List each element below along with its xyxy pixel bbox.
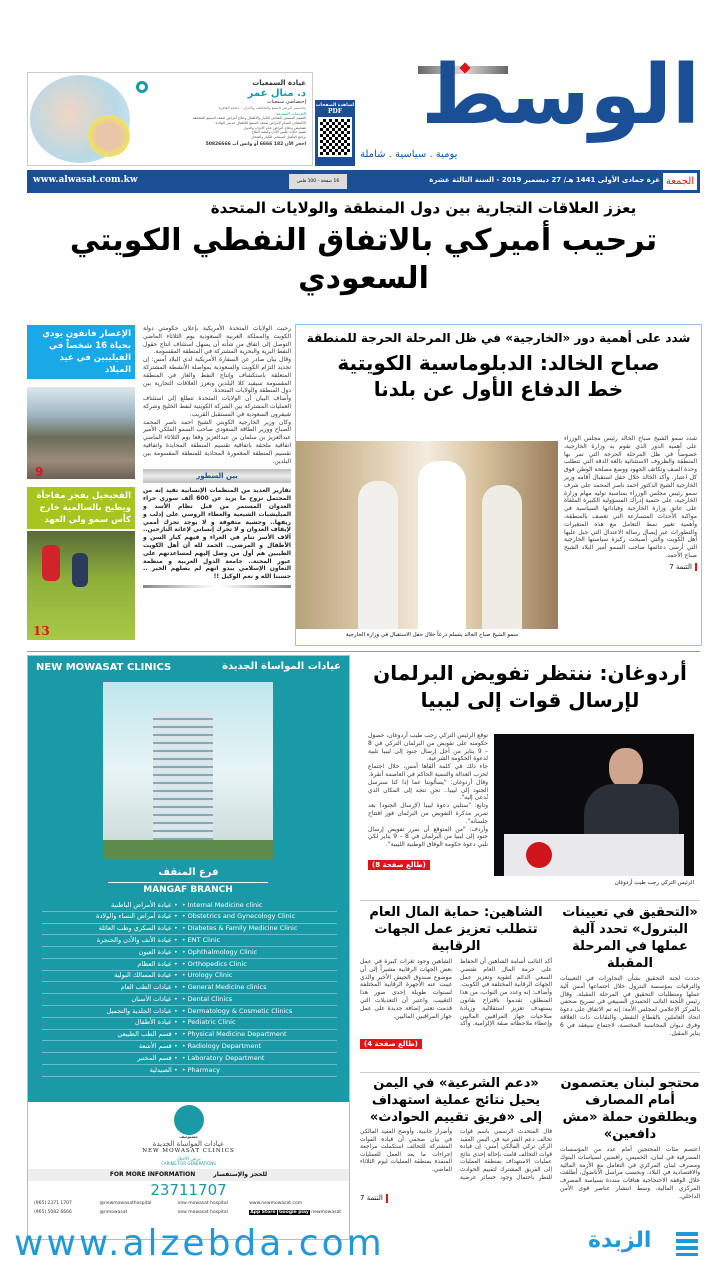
lebanon-story bbox=[560, 1075, 700, 1201]
clinic-name-en: • Pharmacy bbox=[181, 1065, 220, 1074]
shaheen-story bbox=[360, 904, 552, 1050]
middle-column bbox=[143, 325, 291, 588]
clinic-name-ar: • عيادة العيون bbox=[138, 947, 178, 956]
clinic-name-ar: • عيادة السكري وطب العائلة bbox=[98, 924, 178, 933]
clinic-name-en: • Urology Clinic bbox=[181, 971, 233, 980]
instagram-contact[interactable]: @newmowasathospital bbox=[99, 1201, 152, 1207]
sidebar-teaser-typhoon[interactable]: الإعصار فانفون يودي بحياة 16 شخصاً في الفيليبين في عيد الميلاد bbox=[27, 325, 135, 379]
sabah-story bbox=[295, 324, 702, 646]
tagline: يومية . سياسية . شاملة bbox=[360, 149, 458, 160]
clinic-item bbox=[42, 1065, 337, 1077]
clinic-name-ar: • عيادة المسالك البولية bbox=[114, 971, 178, 980]
zebda-logo bbox=[588, 1228, 698, 1262]
logo-text: الوسط bbox=[421, 48, 700, 143]
clinic-name-en: • Orthopedics Clinic bbox=[181, 959, 247, 968]
lead-kicker[interactable]: يعزز العلاقات التجارية بين دول المنطقة والولايات المتحدة bbox=[210, 199, 637, 217]
clinic-list bbox=[42, 900, 337, 1077]
ad-services-title: الخدمات المقدمة: bbox=[274, 111, 306, 116]
day-badge: الجمعة bbox=[663, 173, 697, 190]
petroleum-text: حددت لجنة التحقيق بشأن التجاوزات في التعيينات والترقيات بمؤسسة البترول خلال اجتماعها أمس آلية عملها ومتطلبات التحقيق في المرحلة المقبلة. وقال رئيس اللجنة النائب الحميدي السبيعي في تصريح صحفي بالمركز الإعلامي لمجلس الأمة: إنه تم الاتفاق على دعوة اتحاد العاملين بالقطاع النفطي والنقابات ذات العلاقة وفرق ديوان المحاسبة المختصة، لاجتماع سيعقد في 6 يناير المقبل. bbox=[560, 975, 700, 1037]
clinic-item bbox=[42, 1030, 337, 1042]
youtube-contact[interactable]: new mowasat hospital bbox=[177, 1201, 228, 1207]
ad-note: ماجستير أمراض السمع والتخاطب والاتزان - جامعة القاهرة bbox=[218, 106, 306, 110]
booking-phone[interactable]: 23711707 bbox=[150, 1181, 227, 1200]
erdogan-continued[interactable]: (طالع صفحة 8) bbox=[368, 860, 430, 870]
lead-article bbox=[143, 325, 291, 465]
paragraph: رحبت الولايات المتحدة الأمريكية بإعلان حكومتي دولة الكويت والمملكة العربية السعودية يوم الثلاثاء الماضي التوصل إلى اتفاق من شأنه أن يسهل استئناف انتاج حقول النفط البرية والبحرية المشتركة في المنطقة المقسومة. bbox=[143, 325, 291, 356]
lead-heads bbox=[27, 198, 700, 298]
pdf-text: PDF bbox=[328, 108, 342, 115]
sabah-continued[interactable]: التتمة 7 bbox=[669, 563, 697, 571]
ad-service: تقييم حالات طنين الأذن وكيفية العلاج bbox=[251, 130, 306, 135]
paragraph: وأردف: "من المتوقع أن نمرر تفويض إرسال جنود إلى ليبيا من البرلمان في 8 – 9 يناير لكي نلبي دعوة حكومة الوفاق الوطنية الليبية". bbox=[368, 825, 488, 849]
clinic-name-ar: • عيادة العظام bbox=[137, 959, 178, 968]
price-box: 16 صفحة - 100 فلس bbox=[289, 174, 347, 189]
sabah-kicker[interactable]: شدد على أهمية دور «الخارجية» في ظل المرحلة الحرجة للمنطقة bbox=[306, 331, 691, 345]
clinic-name-ar: • عيادة الأنف والأذن والحنجرة bbox=[96, 935, 178, 944]
clinic-item bbox=[42, 959, 337, 971]
lead-headline[interactable]: ترحيب أميركي بالاتفاق النفطي الكويتي السعودي bbox=[69, 223, 658, 296]
clinic-name-en: • Dermatology & Cosmetic Clinics bbox=[181, 1006, 293, 1015]
app-store-badge[interactable]: App Store bbox=[250, 1210, 276, 1216]
clinic-name-ar: • الصيدلية bbox=[149, 1065, 178, 1074]
paragraph: توقع الرئيس التركي رجب طيب أردوغان، حصول حكومته على تفويض من البرلمان التركي في 8 – 9 يناير من أجل إرسال جنود إلى ليبيا تلبية لدعوة الحكومة الشرعية. bbox=[368, 732, 488, 763]
contacts bbox=[28, 1199, 349, 1218]
ad-title-ar: عيادات المواساة الجديدة bbox=[222, 661, 341, 672]
clinic-name-ar: • عيادات الجلدية والتجميل bbox=[106, 1006, 178, 1015]
clinic-item bbox=[42, 971, 337, 983]
paragraph: جاء ذلك في كلمة ألقاها أمس، خلال اجتماع لحزب العدالة والتنمية الحاكم في العاصمة أنقرة. bbox=[368, 763, 488, 778]
petroleum-headline[interactable]: «التحقيق في تعيينات البترول» تحدد آلية عملها في المرحلة المقبلة bbox=[562, 905, 698, 971]
clinic-name-en: • Laboratory Department bbox=[181, 1053, 265, 1062]
erdogan-photo bbox=[494, 734, 694, 876]
sabah-headline-1[interactable]: صباح الخالد: الدبلوماسية الكويتية bbox=[337, 351, 660, 375]
yemen-text: قال المتحدث الرسمي باسم قوات تحالف دعم الشرعية في اليمن العقيد الركن تركي المالكي أمس: إن قيادة قوات التحالف قامت بإحالة إحدى نتائج عمليات الاستهداف بمنطقة العمليات إلى الفريق المشترك لتقييم الحوادث للنظر باحتمال وجود خسائر عرضية وأضرار جانبية. وأوضح العقيد المالكي في بيان صحفي أن قيادة القوات المشتركة للتحالف استكملت مراجعة إجراءات ما بعد العمل للعمليات المنفذة بمنطقة العمليات ليوم الثلاثاء الماضي. bbox=[360, 1129, 552, 1181]
yemen-story bbox=[360, 1075, 552, 1204]
phone-contact[interactable]: (965) 2371 1707 bbox=[34, 1201, 72, 1207]
date-text: غرة جمادى الأولى 1441 هـ/ 27 ديسمبر 2019 - السنة الثالثة عشرة bbox=[429, 176, 660, 184]
info-bar bbox=[28, 1169, 349, 1181]
logo-en: NEW MOWASAT CLINICS bbox=[142, 1148, 235, 1155]
erdogan-caption: الرئيس التركي رجب طيب أردوغان bbox=[614, 880, 694, 886]
sabah-text: شدد سمو الشيخ صباح الخالد رئيس مجلس الوزراء على أهمية الدور الذي تقوم به وزارة الخارجية، خصوصاً في ظل المرحلة الحرجة التي تمر بها المنطقة والظروف الاستثنائية بالغة الدقة التي تتطلب وحدة الصف وتكاتف الجهود ووضع مصلحة الوطن فوق كل اعتبار. وأكد الخالد خلال حفل استقبال أقامه وزير الخارجية الشيخ الدكتور احمد ناصر المحمد على شرف سمو رئيس مجلس الوزراء بمناسبة توليه مهام وزارة الخارجية، على حتمية إدراك المسؤولية الكبيرة الملقاة على عاتق وزارة الخارجية وقياداتها السياسية في مواكبة الأحداث المتسارعة التي تعصف بالمنطقة، وأهمية تغيير نمط التعامل مع هذه المتغيرات والتطورات عبر إيصال رسالة الاعتدال التي جبل عليها أهل الكويت والتي أصبحت ركيزة سياستها الخارجية التي أرسى دعائمها صاحب السمو أمير البلاد الشيخ صباح الأحمد. bbox=[564, 435, 697, 559]
pdf-label: لشاهدة الصفحات bbox=[315, 103, 355, 108]
ad-service: التقييم السمعي الشامل للكبار والأطفال وعلاج أمراض ضعف السمع المختلفة bbox=[192, 116, 306, 120]
erdogan-headline-1[interactable]: أردوغان: ننتظر تفويض البرلمان bbox=[373, 661, 687, 685]
ad-doctor-photo bbox=[88, 115, 130, 157]
clinic-name-en: • Radiology Department bbox=[181, 1041, 262, 1050]
clinic-name-en: • ENT Clinic bbox=[181, 935, 221, 944]
ad-service: تشخيص وعلاج أمراض عدم الاتزان والدوار bbox=[243, 125, 306, 130]
clinic-name-ar: • عيادات الأسنان bbox=[131, 994, 178, 1003]
clinic-name-en: • Obstetrics and Gynecology Clinic bbox=[181, 912, 296, 921]
clinic-name-ar: • قسم الطب الطبيعي bbox=[117, 1030, 178, 1039]
divider bbox=[143, 585, 291, 588]
erdogan-heads bbox=[360, 660, 700, 714]
app-contact bbox=[249, 1210, 343, 1216]
ad-booking: احجز الآن 182 6666 أو واتس أب 50826666 bbox=[205, 141, 306, 147]
clinic-name-ar: • قسم الأشعة bbox=[138, 1041, 178, 1050]
pdf-qr-box[interactable] bbox=[315, 100, 355, 166]
whatsapp-contact[interactable]: (965) 5082 6666 bbox=[34, 1210, 72, 1216]
paragraph: وكان وزير الخارجية الكويتي الشيخ احمد ناصر المحمد الصباح ووزير الطاقة السعودي صاحب السمو الملكي الأمير عبدالعزيز بن سلمان بن عبدالعزيز وقعا يوم الثلاثاء الماضي اتفاقية ملحقة باتفاقية تقسيم المنطقة المحايدة واتفاقية تقسيم المنطقة المغمورة المحاذية للمنطقة المقسومة بين البلدين. bbox=[143, 418, 291, 465]
page-number: 9 bbox=[35, 465, 44, 479]
clinic-name-en: • Physical Medicine Department bbox=[181, 1030, 287, 1039]
clinic-name-en: • Pediatric Clinic bbox=[181, 1018, 236, 1027]
google-play-badge[interactable]: Google play bbox=[278, 1210, 309, 1216]
clinic-item bbox=[42, 1041, 337, 1053]
clinic-item bbox=[42, 947, 337, 959]
sidebar bbox=[27, 325, 135, 640]
website-link[interactable]: www.alwasat.com.kw bbox=[33, 175, 138, 185]
website-contact[interactable]: www.newmowasat.com bbox=[249, 1201, 303, 1207]
section-divider bbox=[27, 651, 700, 652]
app-name: newmowasat bbox=[311, 1210, 341, 1216]
clinic-ad[interactable] bbox=[27, 655, 350, 1240]
ad-title: عيادة السمعيات bbox=[252, 79, 306, 87]
ad-service: برامج التأهيل السمعي للكبار والصغار bbox=[251, 135, 306, 140]
clinic-item bbox=[42, 924, 337, 936]
newspaper-logo bbox=[360, 48, 700, 144]
ad-service: الاكتشاف المبكر لأمراض ضعف السمع للأطفال حديثي الولادة bbox=[215, 120, 306, 125]
petroleum-story bbox=[560, 904, 700, 1037]
clinic-name-ar: • عيادة أمراض النساء والولادة bbox=[96, 912, 178, 921]
paragraph: وتابع: "ستلبي دعوة ليبيا (لإرسال الجنود) بعد تمرير مذكرة التفويض من البرلمان فور افتتاح جلساته". bbox=[368, 802, 488, 825]
facebook-contact[interactable]: new mowasat hospital bbox=[177, 1210, 228, 1216]
clinic-item bbox=[42, 1053, 337, 1065]
typhoon-photo bbox=[27, 387, 135, 479]
clinic-name-en: • Internal Medicine clinic bbox=[181, 900, 263, 909]
erdogan-article-col bbox=[368, 732, 488, 871]
clinic-name-en: • Diabetes & Family Medicine Clinic bbox=[181, 924, 298, 933]
mowasat-logo-icon bbox=[174, 1105, 204, 1135]
clinic-item bbox=[42, 982, 337, 994]
clinic-name-en: • General Medicine clinics bbox=[181, 983, 267, 992]
branch-ar: فرع المنقف bbox=[158, 867, 219, 878]
qr-code-icon bbox=[318, 117, 352, 157]
paragraph: وأضاف البيان أن الولايات المتحدة تتطلع إلى استئناف العمليات المشتركة بين الشركة الكويتية لنفط الخليج وشركة شيفرون السعودية في المستقبل القريب. bbox=[143, 395, 291, 418]
sidebar-teaser-football[interactable]: الفحيحيل يفجر مفاجأة ويطيح بالسالمية خارج كأس سمو ولي العهد bbox=[27, 487, 135, 529]
clinic-item bbox=[42, 900, 337, 912]
info-ar: للحجز والإستفسار bbox=[213, 1171, 268, 1179]
sabah-headline-2[interactable]: خط الدفاع الأول عن بلدنا bbox=[373, 377, 624, 401]
dateline-bar bbox=[27, 170, 700, 193]
slogan-ar: نرعى الأجيال bbox=[176, 1156, 201, 1162]
sabah-photo bbox=[296, 441, 558, 629]
info-en: FOR MORE INFORMATION bbox=[109, 1171, 196, 1179]
yemen-headline[interactable]: «دعم الشرعية» في اليمن يحيل نتائج عملية استهداف إلى «فريق تقييم الحوادث» bbox=[369, 1076, 543, 1125]
lebanon-headline[interactable]: محتجو لبنان يعتصمون أمام المصارف ويطلقون حملة «مش دافعين» bbox=[560, 1076, 700, 1142]
between-lines-text: تقارير العديد من المنظمات الإنسانية تفيد إنه من المحتمل نزوح ما يزيد عن 600 ألف سوري جراء العدوان المستمر من قبل نظام الأسد و الميليشيات الشيعية والغطاء الروسي على إدلب و ريفها.. وحشية متفوقة و لا يوجد تحرك أممي لإيقاف العدوان و لا تحرك إنساني لإغاثة النازحين.. آلاف الأسر تنام في العراء و فيهم كبار السن و الأطفال و المرضى.. الحمد لله أن أهل الكويت الطيبين هم أول من وصل إليهم لمساعدتهم على عبور المحنة.. جامعة الدول العربية و منظمة التعاون الإسلامي يبدو انهم لم يصلهم الخبر .. حسبنا الله و نعم الوكيل !! bbox=[143, 487, 291, 581]
clinic-name-ar: • قسم المختبر bbox=[137, 1053, 178, 1062]
hospital-building-photo bbox=[103, 682, 273, 860]
clinic-name-ar: • عيادة الأمراض الباطنية bbox=[110, 900, 178, 909]
clinic-item bbox=[42, 1018, 337, 1030]
logo-ar-small: مستوصف bbox=[179, 1135, 198, 1140]
erdogan-article bbox=[368, 732, 488, 849]
slogan-en: CARING FOR GENERATIONS bbox=[161, 1160, 216, 1166]
erdogan-headline-2[interactable]: لإرسال قوات إلى ليبيا bbox=[420, 688, 640, 712]
ad-doctor-name: د. منال عمر bbox=[247, 88, 306, 99]
clinic-item bbox=[42, 935, 337, 947]
paragraph: وقال بيان صادر عن السفارة الأمريكية لدى البلاد أمس: إن تجديد التزام الكويت والسعودية بمواصلة الأنشطة المشتركة المتعلقة باستكشاف وإنتاج النفط والغاز في المنطقة المقسومة سيفيد كلا البلدين ويعزز العلاقات التجارية بين دول المنطقة والولايات المتحدة. bbox=[143, 356, 291, 395]
row-divider bbox=[360, 1072, 700, 1073]
top-ad-hearing-clinic[interactable] bbox=[27, 72, 313, 166]
ad-title-en: NEW MOWASAT CLINICS bbox=[36, 662, 172, 673]
branch-en: MANGAF BRANCH bbox=[108, 882, 268, 896]
presidential-seal-icon bbox=[526, 842, 552, 868]
shaheen-headline[interactable]: الشاهين: حماية المال العام تتطلب تعزيز عمل الجهات الرقابية bbox=[369, 905, 543, 954]
football-photo bbox=[27, 531, 135, 640]
clinic-name-en: • Ophthalmology Clinic bbox=[181, 947, 258, 956]
clinic-name-ar: • عيادات الطب العام bbox=[120, 983, 178, 992]
clinic-item bbox=[42, 1006, 337, 1018]
menu-lines-icon bbox=[676, 1232, 698, 1256]
lebanon-text: اعتصم مئات المحتجين أمام عدد من المؤسسات المصرفية في لبنان، الخميس، رافضين لسياسات البنوك ومصرف لبنان المركزي في التعامل مع الأزمة المالية والاقتصادية في البلاد. وبحسب مراسل الأناضول، أطلقت خلال الوقفة الاحتجاجية هتافات منددة بسياسة المصرف المركزي المالية، وسط انتشار عناصر قوى الأمن الداخلي. bbox=[560, 1146, 700, 1200]
zebda-logo-text: الزبدة bbox=[588, 1228, 652, 1253]
clinic-name-ar: • عيادة الأطفال bbox=[134, 1018, 178, 1027]
between-lines-title[interactable]: بين السطور bbox=[143, 469, 291, 483]
logo-ar: عيادات المواساة الجديدة bbox=[152, 1140, 225, 1149]
clinic-name-en: • Dental Clinics bbox=[181, 994, 233, 1003]
shaheen-text: أكد النائب أسامة الشاهين أن الحفاظ على حرمة المال العام تقتضي السعي الدائم لتقوية وتعزيز عمل الجهات الرقابية المختلفة في الكويت. وأضاف: إنه وعدد من النواب، من هذا المنطلق، تقدموا باقتراح بقانون يستهدف تعزيز استقلالية وزيادة صلاحيات جهاز المراقبين الماليين وإعطاء ملاحظاته صفة الإلزامية. وأكد الشاهين وجود ثغرات كبيرة في عمل بعض الجهات الرقابية مشيراً إلى أن موضوع صندوق الجيش الأخير والذي غيبت عنه الأجهزة الرقابية المختلفة لسنوات طويلة إحدى صور هذا التغييب. واعتبر أن التعديلات التي قدمت تعتبر إضافة جديدة على عمل جهاز المراقبين الماليين. bbox=[360, 958, 552, 1028]
footer-website[interactable]: www.alzebda.com bbox=[14, 1223, 385, 1264]
clinic-item bbox=[42, 994, 337, 1006]
page-number: 13 bbox=[33, 624, 50, 638]
sabah-caption: سمو الشيخ صباح الخالد يتسلم درعاً خلال حفل الاستقبال في وزارة الخارجية bbox=[345, 632, 519, 638]
twitter-contact[interactable]: @nmowasat bbox=[99, 1210, 128, 1216]
yemen-continued[interactable]: التتمة 7 bbox=[360, 1194, 388, 1203]
clinic-item bbox=[42, 912, 337, 924]
ad-specialty: إختصاصي سمعيات bbox=[266, 99, 306, 105]
row-divider bbox=[360, 900, 700, 901]
paragraph: وقال أردوغان: "يسألوننا عما إذا كنا سنرسل الجنود إلى ليبيا.. نحن نتجه إلى المكان الذي نُدعى إليه". bbox=[368, 778, 488, 802]
shaheen-continued[interactable]: (طالع صفحة 4) bbox=[360, 1039, 422, 1049]
